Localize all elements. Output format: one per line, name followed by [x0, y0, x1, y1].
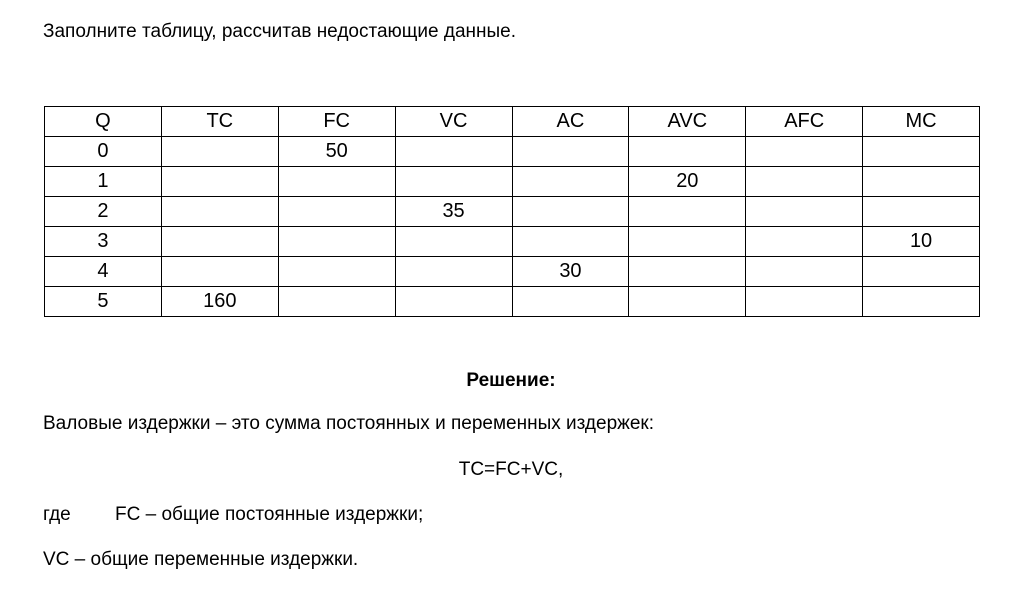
table-cell — [629, 137, 746, 167]
table-row — [45, 257, 980, 287]
table-cell — [863, 257, 980, 287]
table-cell — [746, 287, 863, 317]
table-row — [45, 227, 980, 257]
table-cell — [863, 137, 980, 167]
table-cell — [395, 287, 512, 317]
header-cell: AVC — [629, 107, 746, 137]
table-cell: 4 — [45, 257, 162, 287]
table-cell: 160 — [161, 287, 278, 317]
table-cell — [863, 287, 980, 317]
table-cell: 30 — [512, 257, 629, 287]
solution-paragraph: Валовые издержки – это сумма постоянных и переменных издержек: — [43, 413, 655, 434]
table-cell — [512, 167, 629, 197]
table-row — [45, 197, 980, 227]
table-cell — [746, 227, 863, 257]
table-cell — [746, 257, 863, 287]
table-cell — [395, 257, 512, 287]
table-cell: 3 — [45, 227, 162, 257]
table-cell — [512, 287, 629, 317]
table-cell — [161, 137, 278, 167]
table-cell — [161, 257, 278, 287]
table-cell: 0 — [45, 137, 162, 167]
table-cell — [629, 227, 746, 257]
header-cell: VC — [395, 107, 512, 137]
table-row — [45, 167, 980, 197]
table-cell — [512, 227, 629, 257]
table-cell — [161, 167, 278, 197]
table-header-row — [45, 107, 980, 137]
table-cell: 50 — [278, 137, 395, 167]
table-cell — [278, 227, 395, 257]
header-cell: Q — [45, 107, 162, 137]
solution-heading: Решение: — [466, 370, 556, 391]
table-cell — [278, 257, 395, 287]
table-cell — [629, 197, 746, 227]
table-row — [45, 287, 980, 317]
header-cell: AFC — [746, 107, 863, 137]
table-cell — [863, 167, 980, 197]
vc-definition: VC – общие переменные издержки. — [43, 549, 359, 570]
table-cell: 2 — [45, 197, 162, 227]
header-cell: TC — [161, 107, 278, 137]
table-row — [45, 137, 980, 167]
table-cell — [278, 197, 395, 227]
table-cell — [395, 167, 512, 197]
table-cell: 1 — [45, 167, 162, 197]
table-cell — [161, 197, 278, 227]
table-cell — [395, 227, 512, 257]
table-cell — [512, 197, 629, 227]
table-cell — [395, 137, 512, 167]
table-cell — [746, 137, 863, 167]
table-cell — [746, 197, 863, 227]
table-cell: 10 — [863, 227, 980, 257]
definition-fc-line — [43, 503, 423, 527]
table-cell — [278, 167, 395, 197]
table-cell — [863, 197, 980, 227]
table-cell: 35 — [395, 197, 512, 227]
header-cell: AC — [512, 107, 629, 137]
table-cell: 5 — [45, 287, 162, 317]
formula: TC=FC+VC, — [458, 459, 564, 480]
cost-table — [44, 106, 980, 317]
table-cell — [746, 167, 863, 197]
table-cell — [161, 227, 278, 257]
header-cell: FC — [278, 107, 395, 137]
fc-definition: FC – общие постоянные издержки; — [115, 504, 424, 525]
table-cell: 20 — [629, 167, 746, 197]
table-cell — [629, 257, 746, 287]
table-cell — [512, 137, 629, 167]
table-cell — [629, 287, 746, 317]
where-word: где — [43, 504, 71, 525]
table-cell — [278, 287, 395, 317]
task-statement: Заполните таблицу, рассчитав недостающие данные. — [43, 21, 517, 42]
header-cell: MC — [863, 107, 980, 137]
